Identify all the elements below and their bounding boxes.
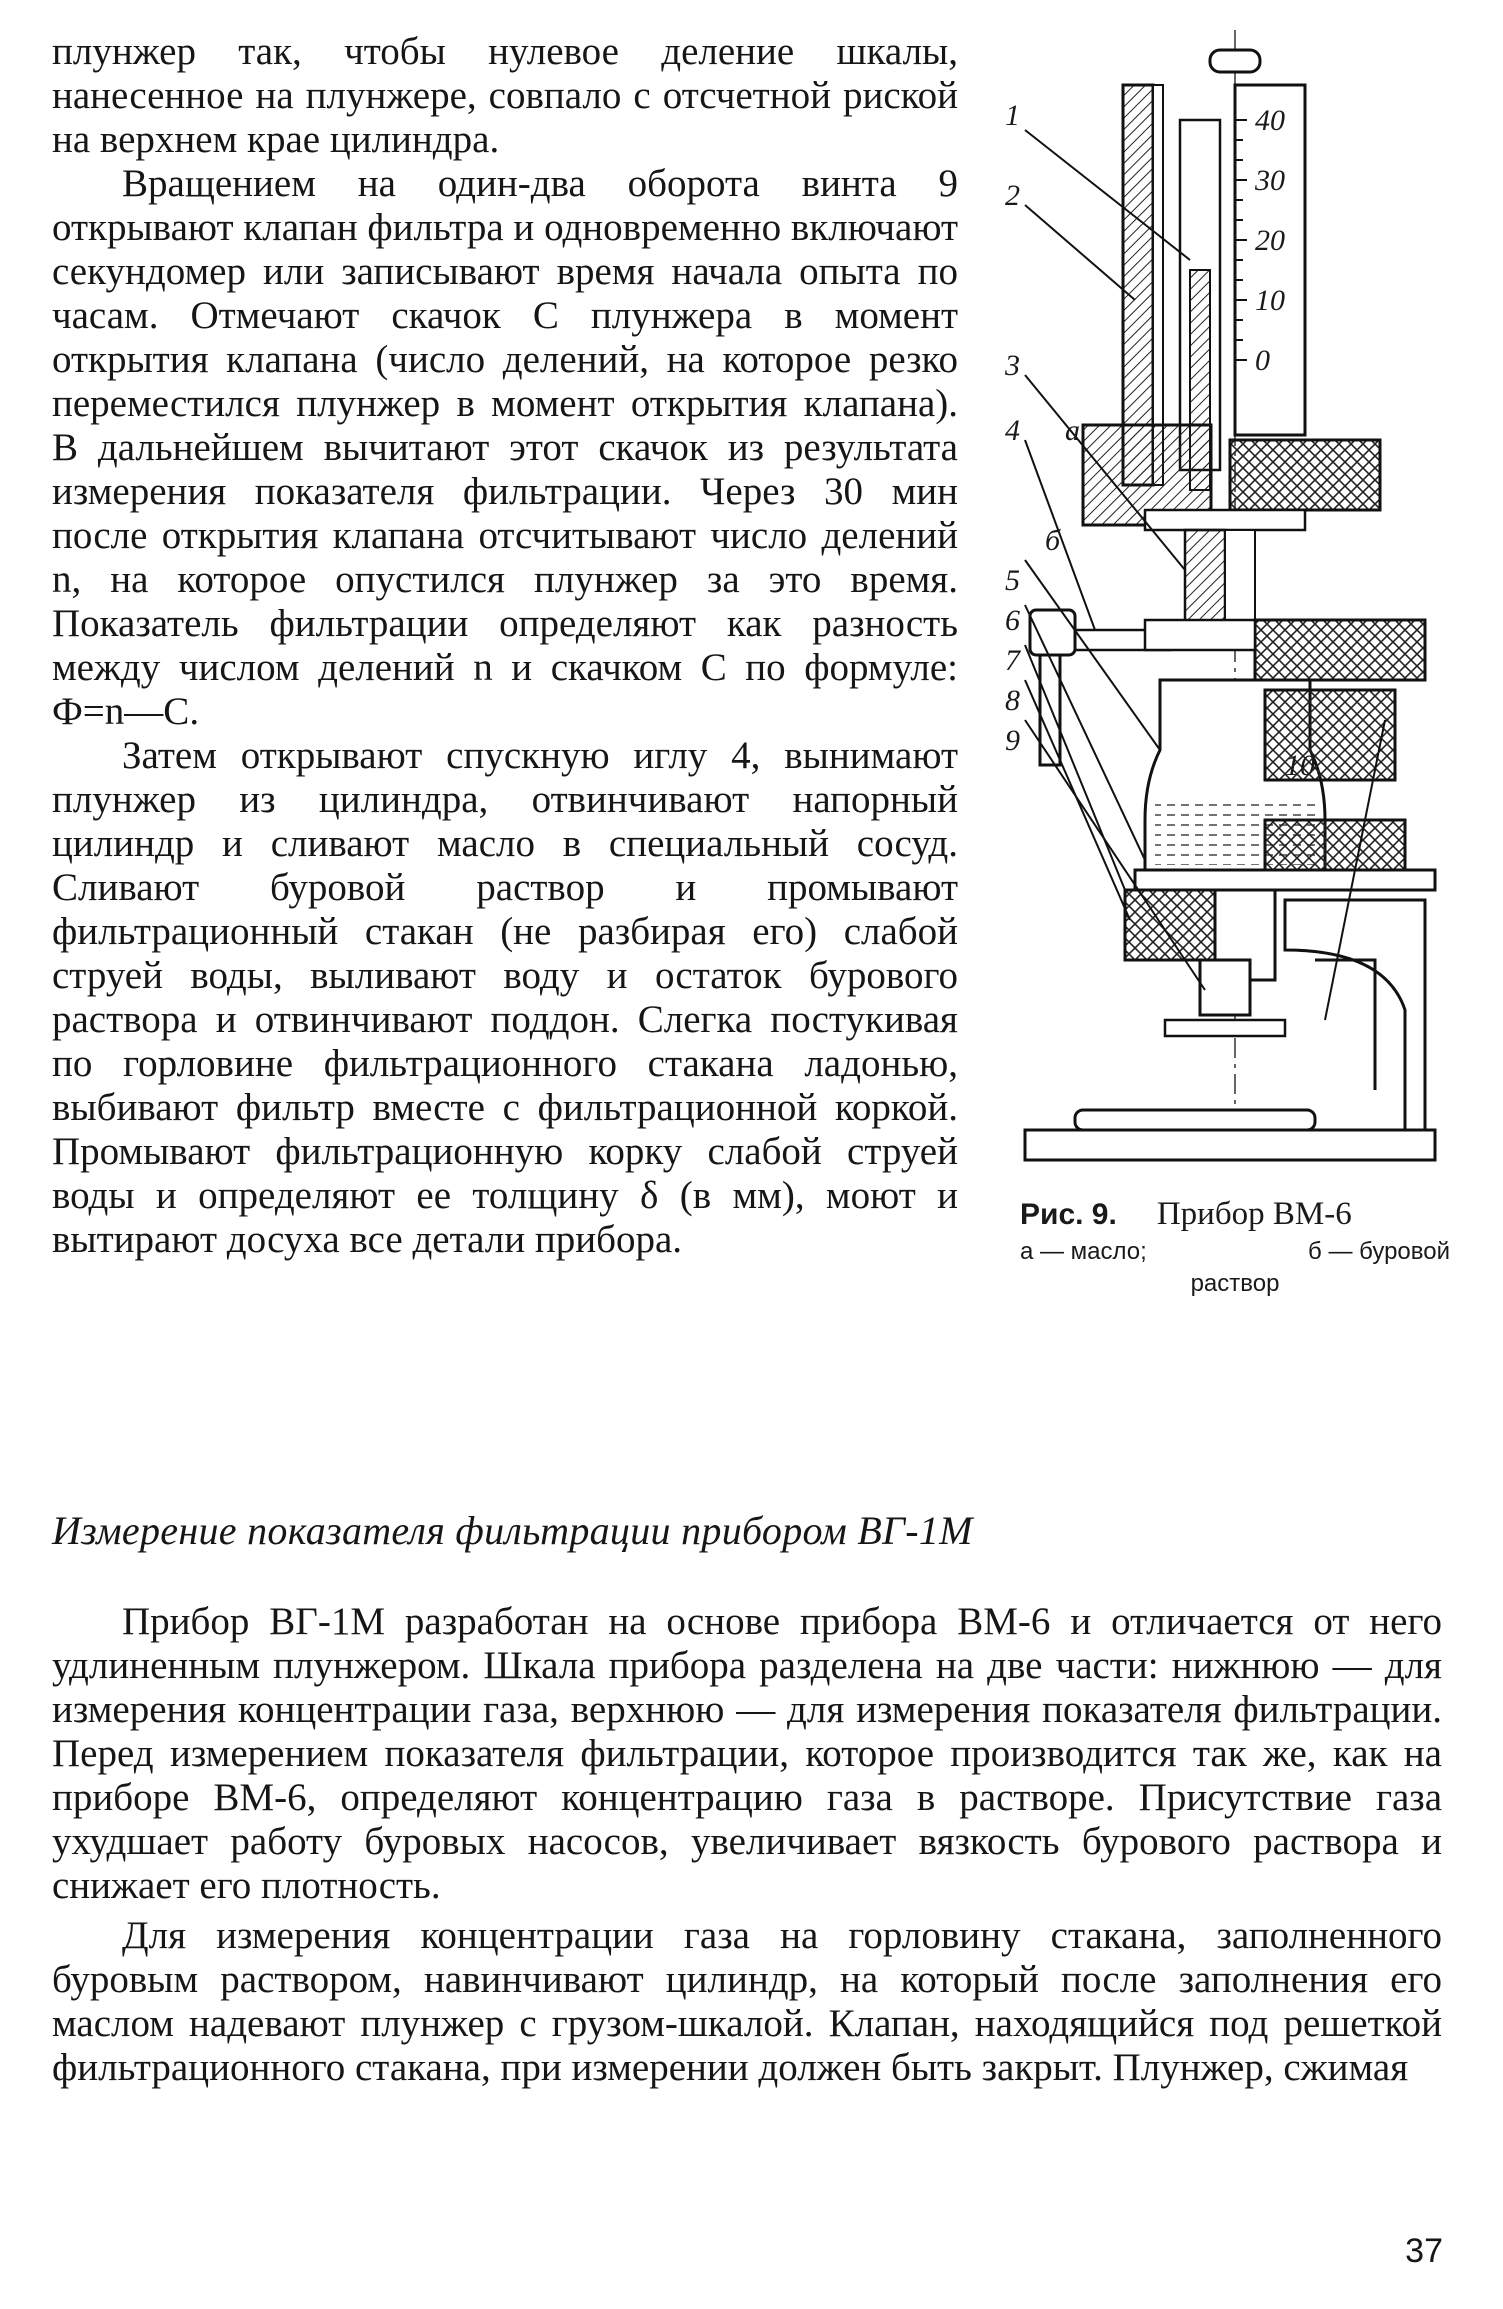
body-text	[52, 1600, 1442, 2096]
scale-label-40: 40	[1255, 104, 1285, 137]
part-label-5: 5	[1005, 564, 1020, 597]
part-label-a: а	[1065, 414, 1080, 447]
part-label-8: 8	[1005, 684, 1020, 717]
legend-b: б — буровой	[1308, 1238, 1450, 1265]
part-label-3: 3	[1005, 349, 1020, 382]
scale-label-20: 20	[1255, 224, 1285, 257]
part-label-4: 4	[1005, 414, 1020, 447]
scale-label-30: 30	[1255, 164, 1285, 197]
legend-b-cont: раствор	[1190, 1270, 1280, 1297]
device-drawing	[985, 30, 1455, 1190]
body-paragraph-1: Прибор ВГ-1М разработан на основе прибора ВМ-6 и отличается от него удлиненным плунжером. Шкала прибора разделена на две части: нижнюю — для измерения концентрации газа, верхнюю — для измерения показателя фильтрации. Перед измерением показателя фильтрации, которое производится так же, как на приборе ВМ-6, определяют концентрацию газа в растворе. Присутствие газа ухудшает работу буровых насосов, увеличивает вязкость бурового раствора и снижает его плотность.	[52, 1600, 1442, 1907]
part-label-b: б	[1045, 524, 1061, 557]
scale-label-10: 10	[1255, 284, 1285, 317]
part-label-6: 6	[1005, 604, 1020, 637]
caption-label: Рис. 9.	[1020, 1198, 1117, 1231]
body-paragraph-2: Для измерения концентрации газа на горловину стакана, заполненного буровым раствором, навинчивают цилиндр, на который после заполнения его маслом надевают плунжер с грузом-шкалой. Клапан, находящийся под решеткой фильтрационного стакана, при измерении должен быть закрыт. Плунжер, сжимая	[52, 1914, 1442, 2089]
part-label-7: 7	[1005, 644, 1020, 677]
paragraph-2: Вращением на один-два оборота винта 9 открывают клапан фильтра и одновременно включают секундомер или записывают время начала опыта по часам. Отмечают скачок С плунжера в момент открытия клапана (число делений, на которое резко переместился плунжер в момент открытия клапана). В дальнейшем вычитают этот скачок из результата измерения показателя фильтрации. Через 30 мин после открытия клапана отсчитывают число делений n, на которое опустился плунжер за это время. Показатель фильтрации определяют как разность между числом делений n и скачком С по формуле: Ф=n—С.	[52, 162, 958, 733]
caption-title: Прибор ВМ-6	[1156, 1196, 1352, 1232]
part-label-2: 2	[1005, 179, 1020, 212]
section-heading: Измерение показателя фильтрации прибором ВГ-1М	[52, 1508, 973, 1553]
part-label-1: 1	[1005, 99, 1020, 132]
legend-a: а — масло;	[1020, 1238, 1147, 1265]
figure-device-vm6	[985, 30, 1455, 1210]
part-label-9: 9	[1005, 724, 1020, 757]
figure-caption	[1020, 1196, 1450, 1297]
paragraph-3: Затем открывают спускную иглу 4, вынимают плунжер из цилиндра, отвинчивают напорный цилиндр и сливают масло в специальный сосуд. Сливают буровой раствор и промывают фильтрационный стакан (не разбирая его) слабой струей воды, выливают воду и остаток бурового раствора и отвинчивают поддон. Слегка постукивая по горловине фильтрационного стакана ладонью, выбивают фильтр вместе с фильтрационной коркой. Промывают фильтрационную корку слабой струей воды и определяют ее толщину δ (в мм), моют и вытирают досуха все детали прибора.	[52, 734, 958, 1261]
page-number: 37	[1405, 2232, 1443, 2270]
paragraph-1: плунжер так, чтобы нулевое деление шкалы, нанесенное на плунжере, совпало с отсчетной риской на верхнем крае цилиндра.	[52, 30, 958, 161]
scale-label-0: 0	[1255, 344, 1270, 377]
part-label-10: 10	[1285, 749, 1315, 782]
left-column-text	[52, 30, 958, 1262]
